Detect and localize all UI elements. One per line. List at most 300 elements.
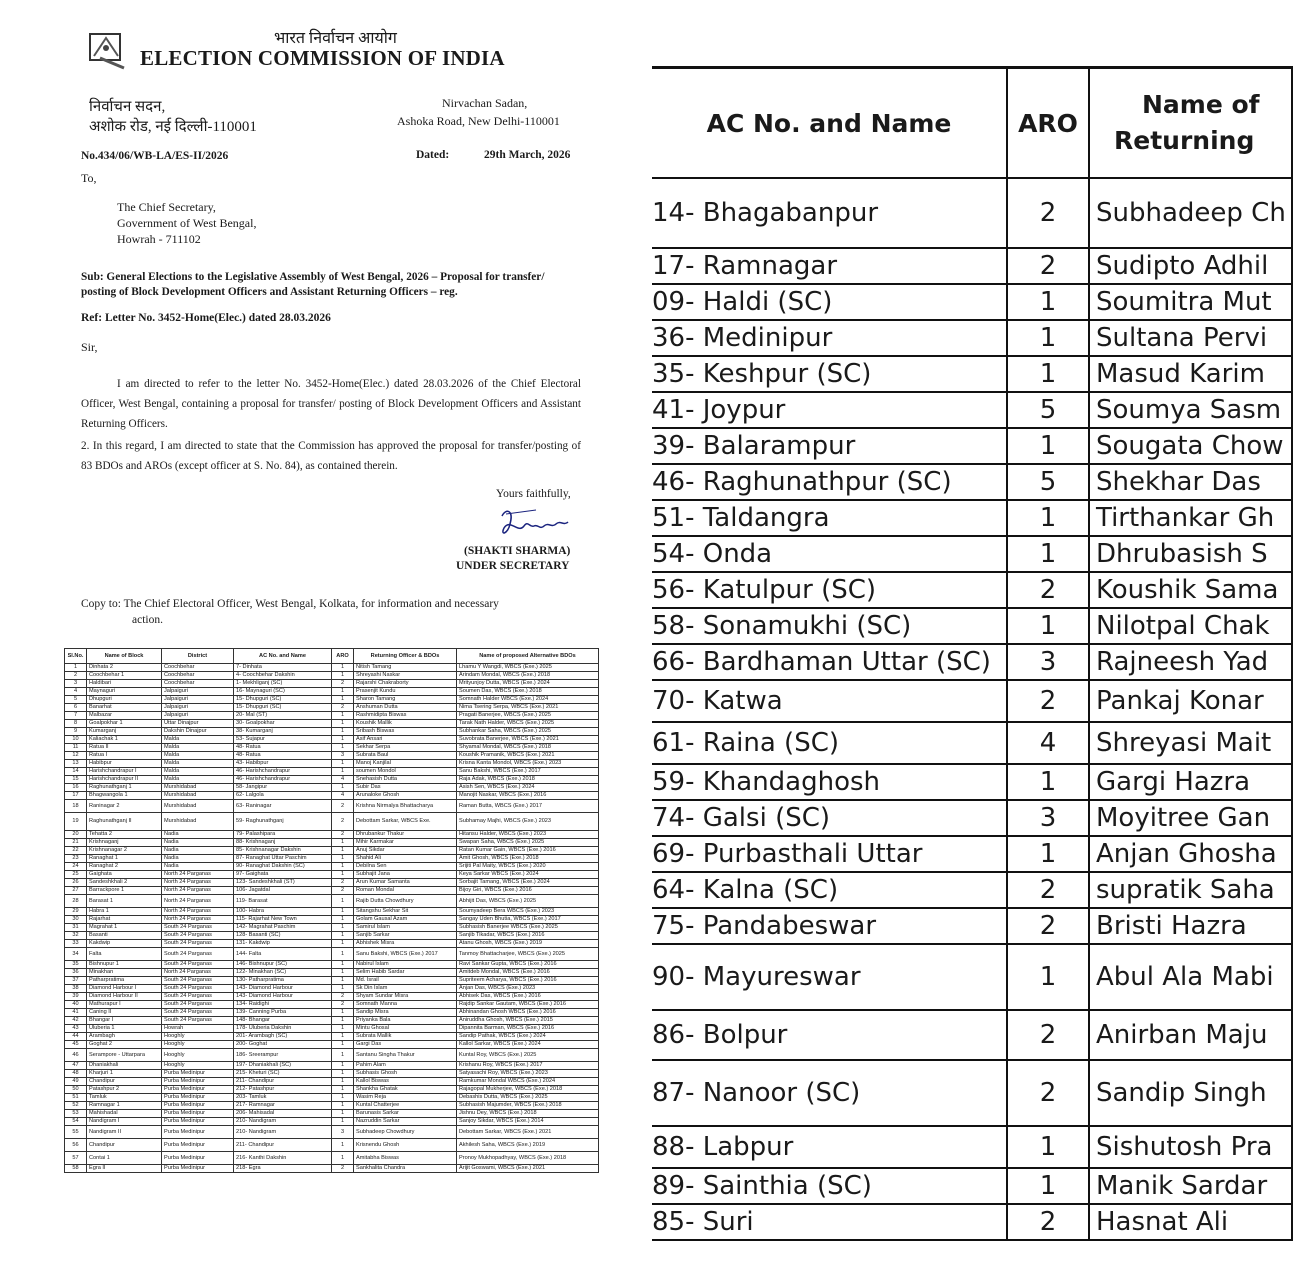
aro-ac-cell: 64- Kalna (SC)	[652, 872, 1007, 908]
aro-count-cell: 2	[1007, 908, 1089, 944]
table-cell: Nandigram I	[87, 1118, 162, 1126]
table-cell: North 24 Parganas	[162, 871, 234, 879]
table-cell: 1	[332, 1102, 354, 1110]
table-cell: 1	[332, 1049, 354, 1062]
table-cell: Raghunathganj 1	[87, 784, 162, 792]
table-cell: 139- Canning Purba	[234, 1009, 332, 1017]
addressee-line3: Howrah - 711102	[117, 232, 201, 246]
table-cell: Jalpaiguri	[162, 704, 234, 712]
table-cell: Magrahat 1	[87, 924, 162, 932]
table-cell: 3	[332, 752, 354, 760]
table-cell: Subrata Mallik	[354, 1033, 457, 1041]
table-cell: Satyasachi Roy, WBCS (Exe.) 2023	[457, 1070, 599, 1078]
table-cell: Hitansu Halder, WBCS (Exe.) 2023	[457, 831, 599, 839]
table-cell: 1	[332, 924, 354, 932]
table-cell: 212- Patashpur	[234, 1086, 332, 1094]
table-cell: 1	[332, 940, 354, 948]
table-cell: 134- Raidighi	[234, 1001, 332, 1009]
aro-officer-cell: Pankaj Konar	[1089, 680, 1292, 722]
table-cell: North 24 Parganas	[162, 895, 234, 908]
aro-ac-cell: 66- Bardhaman Uttar (SC)	[652, 644, 1007, 680]
table-row	[65, 800, 599, 813]
aro-ac-cell: 89- Sainthia (SC)	[652, 1168, 1007, 1204]
table-cell: 46	[65, 1049, 87, 1062]
table-cell: 30	[65, 916, 87, 924]
table-row	[65, 712, 599, 720]
table-cell: Abhijit Das, WBCS (Exe.) 2025	[457, 895, 599, 908]
table-cell: 14	[65, 768, 87, 776]
table-cell: Keya Sarkar WBCS (Exe.) 2024	[457, 871, 599, 879]
aro-ac-cell: 61- Raina (SC)	[652, 722, 1007, 764]
table-cell: 200- Goghat	[234, 1041, 332, 1049]
table-cell: Nadia	[162, 839, 234, 847]
table-cell: 1	[332, 1152, 354, 1165]
table-cell: 1	[332, 712, 354, 720]
table-cell: Anuj Sikdar	[354, 847, 457, 855]
table-cell: 1	[332, 1118, 354, 1126]
table-cell: Murshidabad	[162, 792, 234, 800]
table-cell: Asif Ansari	[354, 736, 457, 744]
aro-row	[652, 178, 1292, 248]
table-cell: Dhaniakhali	[87, 1062, 162, 1070]
aro-officer-cell: Soumya Sasm	[1089, 392, 1292, 428]
table-cell: Subhankar Saha, WBCS (Exe.) 2025	[457, 728, 599, 736]
table-cell: 210- Nandigram	[234, 1118, 332, 1126]
table-row	[65, 1152, 599, 1165]
aro-row	[652, 608, 1292, 644]
table-cell: 143- Diamond Harbour	[234, 993, 332, 1001]
table-cell: 148- Bhangar	[234, 1017, 332, 1025]
table-cell: 1	[332, 977, 354, 985]
addressee-line1: The Chief Secretary,	[117, 200, 216, 214]
table-row	[65, 1070, 599, 1078]
table-cell: 42	[65, 1017, 87, 1025]
table-cell: 58- Jangipur	[234, 784, 332, 792]
aro-count-cell: 2	[1007, 178, 1089, 248]
table-cell: Tarak Nath Halder, WBCS (Exe.) 2025	[457, 720, 599, 728]
table-cell: 50	[65, 1086, 87, 1094]
table-cell: 122- Minakhan (SC)	[234, 969, 332, 977]
aro-header-name-line1: Name of	[1142, 90, 1260, 119]
table-cell: North 24 Parganas	[162, 916, 234, 924]
header-district: District	[162, 649, 234, 664]
table-cell: Howrah	[162, 1025, 234, 1033]
table-cell: Nadia	[162, 863, 234, 871]
table-row	[65, 1049, 599, 1062]
table-cell: 55	[65, 1126, 87, 1139]
table-cell: Amit Ghosh, WBCS (Exe.) 2018	[457, 855, 599, 863]
reference-line: Ref: Letter No. 3452-Home(Elec.) dated 28.03.2026	[81, 312, 331, 324]
table-cell: 53	[65, 1110, 87, 1118]
aro-count-cell: 1	[1007, 500, 1089, 536]
aro-officer-cell: Subhadeep Ch	[1089, 178, 1292, 248]
aro-officer-cell: Rajneesh Yad	[1089, 644, 1292, 680]
table-row	[65, 1110, 599, 1118]
table-cell: 1	[332, 847, 354, 855]
table-cell: 1	[332, 1110, 354, 1118]
table-cell: Kumarganj	[87, 728, 162, 736]
aro-officer-cell: Sandip Singh	[1089, 1060, 1292, 1126]
table-cell: 217- Ramnagar	[234, 1102, 332, 1110]
table-row	[65, 1001, 599, 1009]
table-cell: Krishnanagar 2	[87, 847, 162, 855]
table-cell: Sanjib Tikadar, WBCS (Exe.) 2016	[457, 932, 599, 940]
table-cell: Maynaguri	[87, 688, 162, 696]
table-cell: Kaliachak 1	[87, 736, 162, 744]
paragraph-2: 2. In this regard, I am directed to state that the Commission has approved the proposal for transfer/posting of 83 BDOs and AROs (except officer at S. No. 84), as contained therein.	[81, 440, 581, 472]
table-cell: Soumen Das, WBCS (Exe.) 2018	[457, 688, 599, 696]
table-cell: 34	[65, 948, 87, 961]
table-cell: South 24 Parganas	[162, 961, 234, 969]
table-cell: North 24 Parganas	[162, 879, 234, 887]
table-cell: Minakhan	[87, 969, 162, 977]
aro-table	[652, 66, 1293, 1241]
table-cell: Debashis Dutta, WBCS (Exe.) 2025	[457, 1094, 599, 1102]
table-cell: Goghat 2	[87, 1041, 162, 1049]
table-cell: Manoj Kanjilal	[354, 760, 457, 768]
table-row	[65, 916, 599, 924]
aro-ac-cell: 17- Ramnagar	[652, 248, 1007, 284]
aro-row	[652, 428, 1292, 464]
table-cell: 2	[332, 1001, 354, 1009]
aro-officer-cell: Gargi Hazra	[1089, 764, 1292, 800]
aro-row	[652, 356, 1292, 392]
aro-count-cell: 4	[1007, 722, 1089, 764]
table-cell: 178- Uluberia Dakshin	[234, 1025, 332, 1033]
table-cell: Purba Medinipur	[162, 1165, 234, 1173]
table-cell: 146- Bishnupur (SC)	[234, 961, 332, 969]
aro-row	[652, 836, 1292, 872]
table-cell: Lhamu Y Wangdi, WBCS (Exe.) 2025	[457, 664, 599, 672]
aro-count-cell: 1	[1007, 608, 1089, 644]
table-cell: Raninagar 2	[87, 800, 162, 813]
aro-officer-cell: supratik Saha	[1089, 872, 1292, 908]
aro-count-cell: 1	[1007, 836, 1089, 872]
table-cell: South 24 Parganas	[162, 1009, 234, 1017]
table-cell: Bhangar I	[87, 1017, 162, 1025]
table-cell: 1	[332, 1017, 354, 1025]
table-cell: 79- Palashipara	[234, 831, 332, 839]
aro-count-cell: 5	[1007, 464, 1089, 500]
table-cell: Subir Das	[354, 784, 457, 792]
aro-ac-cell: 39- Balarampur	[652, 428, 1007, 464]
table-cell: 90- Ranaghat Dakshin (SC)	[234, 863, 332, 871]
table-row	[65, 728, 599, 736]
table-cell: Malda	[162, 744, 234, 752]
table-row	[65, 1139, 599, 1152]
table-cell: Krishnaganj	[87, 839, 162, 847]
table-cell: Ravi Sankar Gupta, WBCS (Exe.) 2016	[457, 961, 599, 969]
table-cell: 7	[65, 712, 87, 720]
table-cell: 130- Patharpratima	[234, 977, 332, 985]
aro-count-cell: 1	[1007, 536, 1089, 572]
table-cell: 27	[65, 887, 87, 895]
table-cell: 15- Dhupguri (SC)	[234, 704, 332, 712]
table-row	[65, 895, 599, 908]
table-cell: 88- Krishnaganj	[234, 839, 332, 847]
table-row	[65, 736, 599, 744]
table-row	[65, 948, 599, 961]
table-cell: Debilna Sen	[354, 863, 457, 871]
aro-row	[652, 572, 1292, 608]
table-cell: 15	[65, 776, 87, 784]
hindi-title: भारत निर्वाचन आयोग	[274, 30, 397, 47]
table-cell: Sandip Pathak, WBCS (Exe.) 2024	[457, 1033, 599, 1041]
aro-row	[652, 1168, 1292, 1204]
table-cell: 38	[65, 985, 87, 993]
table-cell: Mihir Karmakar	[354, 839, 457, 847]
aro-count-cell: 1	[1007, 764, 1089, 800]
table-cell: Dakshin Dinajpur	[162, 728, 234, 736]
table-cell: Jalpaiguri	[162, 696, 234, 704]
aro-header-ac: AC No. and Name	[652, 68, 1007, 179]
table-cell: Purba Medinipur	[162, 1078, 234, 1086]
table-cell: Dhrubankur Thakur	[354, 831, 457, 839]
table-cell: Snehasish Dutta	[354, 776, 457, 784]
table-cell: 59- Raghunathganj	[234, 813, 332, 831]
table-cell: Patharpratima	[87, 977, 162, 985]
table-cell: Coochbehar	[162, 680, 234, 688]
table-cell: Purba Medinipur	[162, 1126, 234, 1139]
table-cell: Sandip Misra	[354, 1009, 457, 1017]
table-cell: Contai 1	[87, 1152, 162, 1165]
table-cell: Sekhar Serpa	[354, 744, 457, 752]
aro-officer-cell: Abul Ala Mabi	[1089, 944, 1292, 1010]
table-cell: 218- Egra	[234, 1165, 332, 1173]
table-row	[65, 1102, 599, 1110]
table-cell: 45	[65, 1041, 87, 1049]
table-cell: Dipannita Barman, WBCS (Exe.) 2016	[457, 1025, 599, 1033]
table-cell: 4	[332, 792, 354, 800]
table-cell: South 24 Parganas	[162, 977, 234, 985]
table-row	[65, 839, 599, 847]
table-cell: Sanu Bakshi, WBCS (Exe.) 2017	[457, 768, 599, 776]
aro-ac-cell: 74- Galsi (SC)	[652, 800, 1007, 836]
table-row	[65, 672, 599, 680]
eci-logo-icon	[86, 28, 130, 72]
table-cell: South 24 Parganas	[162, 985, 234, 993]
table-cell: Jalpaiguri	[162, 712, 234, 720]
table-cell: 21	[65, 839, 87, 847]
table-cell: 6	[65, 704, 87, 712]
table-cell: 63- Raninagar	[234, 800, 332, 813]
aro-header-row	[652, 68, 1292, 179]
table-cell: 1	[332, 1070, 354, 1078]
table-row	[65, 940, 599, 948]
table-cell: Tanmoy Bhattacharjee, WBCS (Exe.) 2025	[457, 948, 599, 961]
aro-officer-cell: Soumitra Mut	[1089, 284, 1292, 320]
table-row	[65, 887, 599, 895]
table-cell: Banarhat	[87, 704, 162, 712]
aro-officer-cell: Sishutosh Pra	[1089, 1126, 1292, 1168]
table-cell: South 24 Parganas	[162, 948, 234, 961]
table-cell: 2	[332, 879, 354, 887]
table-cell: 43- Habibpur	[234, 760, 332, 768]
table-cell: 20- Mal (ST)	[234, 712, 332, 720]
table-cell: Ratua I	[87, 752, 162, 760]
table-cell: 115- Rajarhat New Town	[234, 916, 332, 924]
table-cell: Koushik Pramanik, WBCS (Exe.) 2021	[457, 752, 599, 760]
aro-row	[652, 536, 1292, 572]
hindi-address-line2: अशोक रोड, नई दिल्ली-110001	[89, 119, 257, 135]
address-line1: Nirvachan Sadan,	[442, 96, 528, 110]
paragraph-1: I am directed to refer to the letter No. 3452-Home(Elec.) dated 28.03.2026 of the Chief Electoral Officer, West Bengal, containing a proposal for transfer/ posting of Block Development Officers and Assistant Returning Officers.	[81, 378, 581, 430]
table-cell: Sk Din Islam	[354, 985, 457, 993]
table-cell: Aniruddha Ghosh, WBCS (Exe.) 2015	[457, 1017, 599, 1025]
table-cell: 143- Diamond Harbour	[234, 985, 332, 993]
table-cell: North 24 Parganas	[162, 908, 234, 916]
table-cell: 1	[332, 895, 354, 908]
aro-row	[652, 500, 1292, 536]
table-cell: Harishchandrapur I	[87, 768, 162, 776]
table-cell: 31	[65, 924, 87, 932]
table-cell: Caning II	[87, 1009, 162, 1017]
aro-count-cell: 3	[1007, 800, 1089, 836]
table-cell: Purba Medinipur	[162, 1070, 234, 1078]
table-cell: Purba Medinipur	[162, 1094, 234, 1102]
aro-ac-cell: 88- Labpur	[652, 1126, 1007, 1168]
table-cell: Amitabha Biswas	[354, 1152, 457, 1165]
table-cell: 211- Chandipur	[234, 1078, 332, 1086]
table-cell: Purba Medinipur	[162, 1102, 234, 1110]
table-cell: Purba Medinipur	[162, 1118, 234, 1126]
table-cell: 23	[65, 855, 87, 863]
table-cell: Pahim Alam	[354, 1062, 457, 1070]
table-cell: 18	[65, 800, 87, 813]
table-cell: Subhajit Jana	[354, 871, 457, 879]
table-cell: 3	[65, 680, 87, 688]
table-cell: 49	[65, 1078, 87, 1086]
table-cell: Sanu Bakshi, WBCS (Exe.) 2017	[354, 948, 457, 961]
table-cell: 29	[65, 908, 87, 916]
aro-table-crop	[652, 66, 1286, 1237]
table-cell: 16	[65, 784, 87, 792]
table-row	[65, 680, 599, 688]
aro-officer-cell: Masud Karim	[1089, 356, 1292, 392]
table-cell: 144- Falta	[234, 948, 332, 961]
table-cell: 37	[65, 977, 87, 985]
table-cell: Nima Tsering Serpa, WBCS (Exe.) 2021	[457, 704, 599, 712]
table-cell: Subrata Baul	[354, 752, 457, 760]
table-cell: Nitish Tamang	[354, 664, 457, 672]
table-cell: Subhasish Banerjee WBCS (Exe.) 2025	[457, 924, 599, 932]
table-cell: 1	[332, 784, 354, 792]
table-cell: Rajib Dutta Chowdhury	[354, 895, 457, 908]
aro-officer-cell: Tirthankar Gh	[1089, 500, 1292, 536]
table-cell: Basanti	[87, 932, 162, 940]
table-cell: Anshuman Dutta	[354, 704, 457, 712]
table-cell: South 24 Parganas	[162, 1001, 234, 1009]
table-cell: 1	[332, 1139, 354, 1152]
table-cell: Chandipur	[87, 1078, 162, 1086]
table-cell: Diamond Harbour I	[87, 985, 162, 993]
table-cell: Swapan Saha, WBCS (Exe.) 2025	[457, 839, 599, 847]
table-cell: 1	[332, 696, 354, 704]
table-cell: North 24 Parganas	[162, 887, 234, 895]
aro-officer-cell: Shekhar Das	[1089, 464, 1292, 500]
table-cell: Chandipur	[87, 1139, 162, 1152]
table-cell: Koushik Mallik	[354, 720, 457, 728]
aro-count-cell: 2	[1007, 1060, 1089, 1126]
aro-row	[652, 248, 1292, 284]
table-cell: 2	[332, 680, 354, 688]
table-cell: Arunaloke Ghosh	[354, 792, 457, 800]
aro-officer-cell: Manik Sardar	[1089, 1168, 1292, 1204]
aro-count-cell: 5	[1007, 392, 1089, 428]
table-cell: Wasim Reja	[354, 1094, 457, 1102]
table-cell: Mathurapur I	[87, 1001, 162, 1009]
table-cell: Priyanka Bala	[354, 1017, 457, 1025]
table-row	[65, 813, 599, 831]
table-cell: 201- Arambagh (SC)	[234, 1033, 332, 1041]
table-cell: 128- Basanti (SC)	[234, 932, 332, 940]
letterhead-title: ELECTION COMMISSION OF INDIA	[140, 46, 505, 70]
table-cell: Raman Butta, WBCS (Exe.) 2017	[457, 800, 599, 813]
table-cell: 47	[65, 1062, 87, 1070]
table-cell: Sangay Uden Bhutia, WBCS (Exe.) 2017	[457, 916, 599, 924]
table-row	[65, 1086, 599, 1094]
table-cell: 26	[65, 879, 87, 887]
table-row	[65, 776, 599, 784]
table-cell: 46- Harishchandrapur	[234, 768, 332, 776]
table-cell: Abhinandan Ghosh WBCS (Exe.) 2016	[457, 1009, 599, 1017]
table-cell: 1	[332, 969, 354, 977]
table-row	[65, 863, 599, 871]
table-row	[65, 847, 599, 855]
table-cell: Suvobrata Banerjee, WBCS (Exe.) 2021	[457, 736, 599, 744]
table-cell: Soumyadeep Bera WBCS (Exe.) 2023	[457, 908, 599, 916]
table-cell: Ranaghat 1	[87, 855, 162, 863]
aro-header-name	[1089, 68, 1292, 179]
table-cell: 48- Ratua	[234, 744, 332, 752]
table-cell: Nadia	[162, 855, 234, 863]
table-cell: Diamond Harbour II	[87, 993, 162, 1001]
aro-officer-cell: Bristi Hazra	[1089, 908, 1292, 944]
table-cell: Hooghly	[162, 1049, 234, 1062]
table-cell: Malda	[162, 760, 234, 768]
table-cell: 1	[332, 720, 354, 728]
table-cell: Shyam Sundar Misra	[354, 993, 457, 1001]
aro-ac-cell: 58- Sonamukhi (SC)	[652, 608, 1007, 644]
table-cell: South 24 Parganas	[162, 932, 234, 940]
table-row	[65, 768, 599, 776]
table-cell: Somnath Manna	[354, 1001, 457, 1009]
table-cell: Haldibari	[87, 680, 162, 688]
copy-to-text: Copy to: The Chief Electoral Officer, West Bengal, Kolkata, for information and necessary	[81, 598, 499, 610]
table-cell: Habra 1	[87, 908, 162, 916]
table-cell: Roman Mondal	[354, 887, 457, 895]
table-cell: Purba Medinipur	[162, 1152, 234, 1165]
table-row	[65, 1041, 599, 1049]
table-cell: Rajarshi Chakraborty	[354, 680, 457, 688]
table-row	[65, 1094, 599, 1102]
aro-ac-cell: 85- Suri	[652, 1204, 1007, 1240]
table-cell: Debottam Sarkar, WBCS Exe.	[354, 813, 457, 831]
table-cell: South 24 Parganas	[162, 993, 234, 1001]
table-cell: Bishnupur 1	[87, 961, 162, 969]
table-row	[65, 1033, 599, 1041]
table-cell: Sorbajit Tamang, WBCS (Exe.) 2024	[457, 879, 599, 887]
table-cell: Md. Israil	[354, 977, 457, 985]
aro-count-cell: 2	[1007, 680, 1089, 722]
table-row	[65, 1078, 599, 1086]
table-cell: Arijit Goswami, WBCS (Exe.) 2021	[457, 1165, 599, 1173]
table-cell: Patashpur 2	[87, 1086, 162, 1094]
table-cell: Supriteem Acharya, WBCS (Exe.) 2016	[457, 977, 599, 985]
table-cell: 12	[65, 752, 87, 760]
table-cell: 2	[332, 831, 354, 839]
aro-ac-cell: 75- Pandabeswar	[652, 908, 1007, 944]
